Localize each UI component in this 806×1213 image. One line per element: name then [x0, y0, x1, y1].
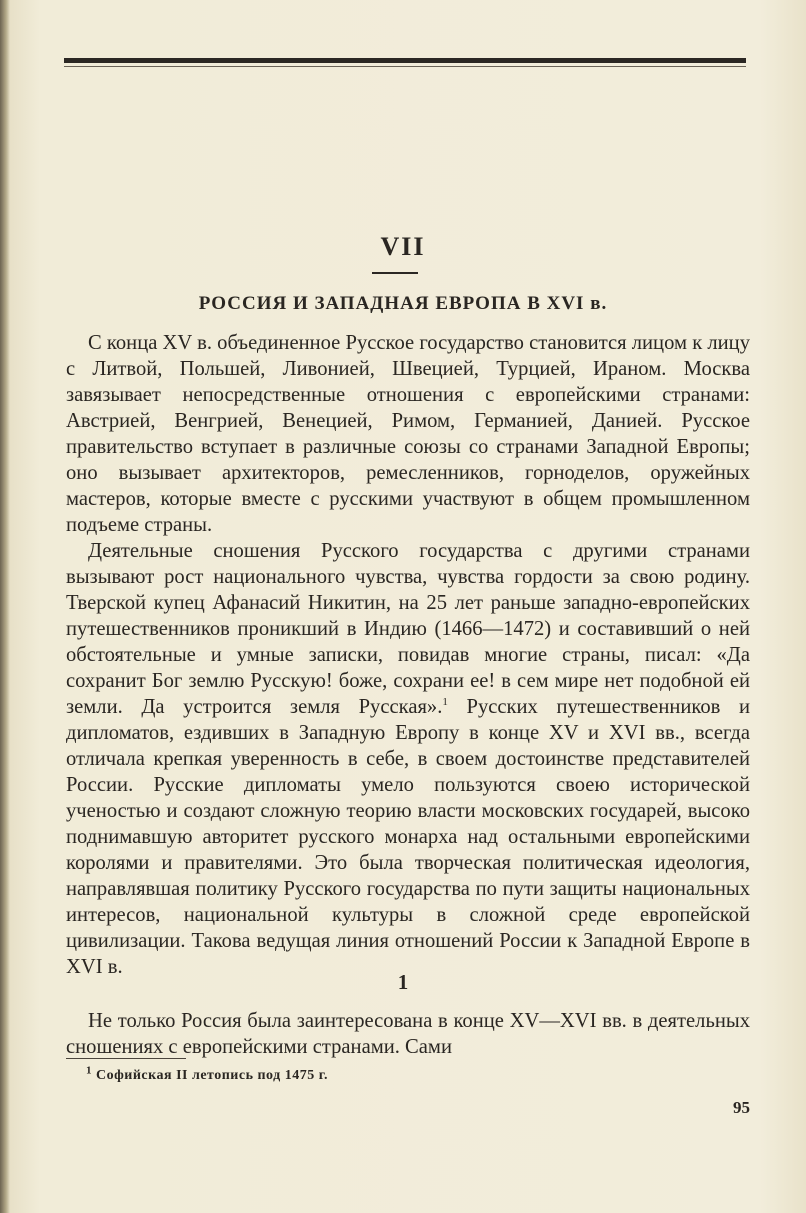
header-rule	[64, 58, 746, 63]
paragraph-2-text-b: Русских путешественников и дипломатов, ездивших в Западную Европу в конце XV и XVI вв., всегда отличала крепкая уверенность в себе, в своем достоинстве представителей России. Русские дипломаты умело пользуются своею исторической ученостью и создают сложную теорию власти московских государей, высоко поднимавшую авторитет русского монарха над остальными европейскими королями и правителями. Это была творческая политическая идеология, направлявшая политику Русского государства по пути защиты национальных интересов, национальной культуры в сложной среде европейской цивилизации. Такова ведущая линия отношений России к Западной Европе в XVI в.	[66, 696, 750, 978]
footnote-rule	[66, 1058, 186, 1059]
footnote	[86, 1064, 329, 1084]
section-number: 1	[397, 970, 409, 994]
page-number: 95	[733, 1098, 750, 1117]
book-spine-shadow	[0, 0, 10, 1213]
chapter-number: VII	[380, 232, 426, 261]
paragraph-1: С конца XV в. объединенное Русское государство становится лицом к лицу с Литвой, Польшей, Ливонией, Швецией, Турцией, Ираном. Москва завязывает непосредственные отношения с европейскими странами: Австрией, Венгрией, Венецией, Римом, Германией, Данией. Русское правительство вступает в различные союзы со странами Западной Европы; оно вызывает архитекторов, ремесленников, горноделов, оружейных мастеров, которые вместе с русскими участвуют в общем промышленном подъеме страны.	[66, 332, 750, 536]
header-rule-thin	[64, 66, 746, 67]
footnote-text: Софийская II летопись под 1475 г.	[96, 1068, 329, 1083]
footnote-marker: 1	[86, 1064, 92, 1077]
paragraph-2-text-a: Деятельные сношения Русского государства с другими странами вызывают рост национального чувства, чувства гордости за свою родину. Тверской купец Афанасий Никитин, на 25 лет раньше западно-европейских путешественников проникший в Индию (1466—1472) и составивший о ней обстоятельные и умные записки, повидав многие страны, писал: «Да сохранит Бог землю Русскую! боже, сохрани ее! в сем мире нет подобной ей земли. Да устроится земля Русская».	[66, 540, 750, 718]
footnote-reference: 1	[442, 696, 448, 709]
chapter-separator	[372, 272, 418, 274]
paragraph-3: Не только Россия была заинтересована в конце XV—XVI вв. в деятельных сношениях с европейскими странами. Сами	[66, 1010, 750, 1058]
paragraph-2	[66, 538, 750, 980]
chapter-title: РОССИЯ И ЗАПАДНАЯ ЕВРОПА В XVI в.	[198, 293, 608, 314]
